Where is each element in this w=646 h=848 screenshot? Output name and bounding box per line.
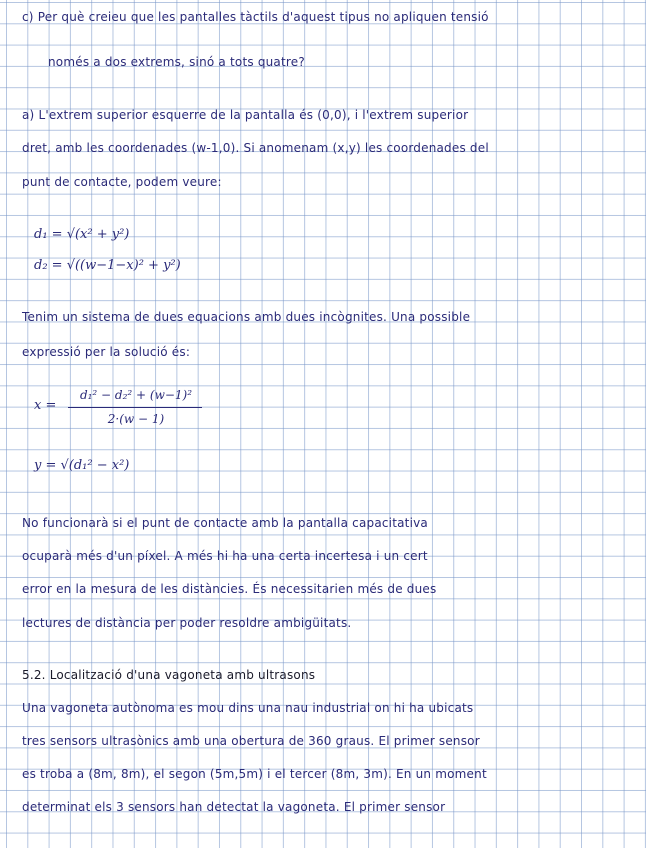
section-heading: 5.2. Localització d'una vagoneta amb ultrasons [22,668,316,682]
question-c-line1: c) Per què creieu que les pantalles tàctils d'aquest tipus no apliquen tensió [22,10,489,24]
section-line4: determinat els 3 sensors han detectat la vagoneta. El primer sensor [22,800,446,814]
answer-c-line2: ocuparà més d'un píxel. A més hi ha una certa incertesa i un cert [22,549,428,563]
solution-y: y = √(d₁² − x²) [34,458,130,473]
answer-c-line4: lectures de distància per poder resoldre ambigüitats. [22,616,352,630]
section-line1: Una vagoneta autònoma es mou dins una nau industrial on hi ha ubicats [22,701,474,715]
section-line2: tres sensors ultrasònics amb una obertura de 360 graus. El primer sensor [22,734,480,748]
solution-x-denominator: 2·(w − 1) [107,412,165,426]
answer-a-line1: a) L'extrem superior esquerre de la pantalla és (0,0), i l'extrem superior [22,108,469,122]
answer-c-line3: error en la mesura de les distàncies. És necessitarien més de dues [22,582,437,596]
question-c-line2: només a dos extrems, sinó a tots quatre? [48,55,305,69]
answer-a-line3: punt de contacte, podem veure: [22,175,222,189]
section-line3: es troba a (8m, 8m), el segon (5m,5m) i el tercer (8m, 3m). En un moment [22,767,487,781]
solution-x-label: x = [34,398,57,413]
fraction-bar [68,407,202,408]
system-text-line2: expressió per la solució és: [22,345,191,359]
system-text-line1: Tenim un sistema de dues equacions amb dues incògnites. Una possible [22,310,471,324]
solution-x-numerator: d₁² − d₂² + (w−1)² [79,388,193,402]
answer-a-line2: dret, amb les coordenades (w-1,0). Si anomenam (x,y) les coordenades del [22,141,489,155]
answer-c-line1: No funcionarà si el punt de contacte amb la pantalla capacitativa [22,516,428,530]
equation-d1: d₁ = √(x² + y²) [34,227,130,242]
equation-d2: d₂ = √((w−1−x)² + y²) [34,258,181,273]
